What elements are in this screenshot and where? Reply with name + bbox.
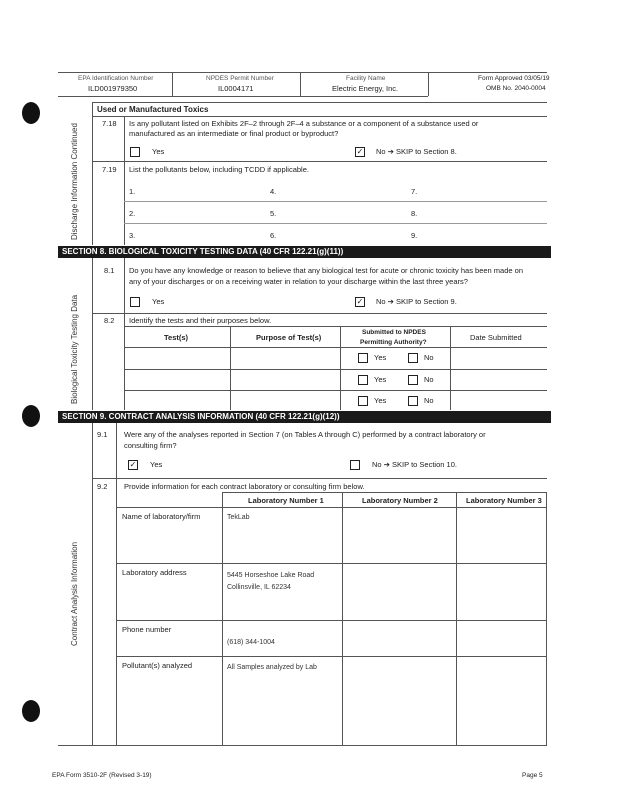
epa-id-label: EPA Identification Number xyxy=(78,75,154,82)
q82-number: 8.2 xyxy=(104,316,115,325)
q91-yes-label: Yes xyxy=(150,460,163,469)
npdes-label: NPDES Permit Number xyxy=(206,75,274,82)
submitted-no-checkbox-1[interactable] xyxy=(408,353,418,363)
q91-no-skip-label: No ➔ SKIP to Section 10. xyxy=(372,460,457,469)
side-label-bio: Biological Toxicity Testing Data xyxy=(70,294,79,404)
q718-no-checkbox[interactable]: ✓ xyxy=(356,147,364,156)
lab1-address-line1: 5445 Horseshoe Lake Road xyxy=(227,572,315,579)
submitted-yes-label-1: Yes xyxy=(374,353,387,362)
lab1-pollutants: All Samples analyzed by Lab xyxy=(227,664,317,671)
punch-hole xyxy=(22,405,40,427)
q81-no-checkbox[interactable]: ✓ xyxy=(356,297,364,306)
pollutant-slot-6: 6. xyxy=(270,231,277,240)
row-address-label: Laboratory address xyxy=(122,568,187,577)
q718-number: 7.18 xyxy=(102,119,117,128)
row-phone-label: Phone number xyxy=(122,625,172,634)
facility-value: Electric Energy, Inc. xyxy=(332,84,399,93)
pollutant-slot-7: 7. xyxy=(411,187,418,196)
q92-text: Provide information for each contract laboratory or consulting firm below. xyxy=(124,482,365,491)
submitted-yes-checkbox-3[interactable] xyxy=(358,396,368,406)
pollutant-slot-8: 8. xyxy=(411,209,418,218)
side-label-contract: Contract Analysis Information xyxy=(70,541,79,646)
col-purpose-header: Purpose of Test(s) xyxy=(256,333,322,342)
q718-text-line2: manufactured as an intermediate or final product or byproduct? xyxy=(129,129,339,138)
submitted-no-checkbox-2[interactable] xyxy=(408,375,418,385)
submitted-yes-label-3: Yes xyxy=(374,396,387,405)
omb-number: OMB No. 2040-0004 xyxy=(486,85,546,92)
pollutant-slot-1: 1. xyxy=(129,187,136,196)
pollutant-slot-3: 3. xyxy=(129,231,136,240)
q81-yes-label: Yes xyxy=(152,297,165,306)
q718-yes-label: Yes xyxy=(152,147,165,156)
row-name-label: Name of laboratory/firm xyxy=(122,512,201,521)
col-lab2-header: Laboratory Number 2 xyxy=(362,496,438,505)
q81-number: 8.1 xyxy=(104,266,115,275)
footer-page: Page 5 xyxy=(522,772,543,779)
submitted-no-label-2: No xyxy=(424,375,434,384)
q92-number: 9.2 xyxy=(97,482,108,491)
submitted-no-checkbox-3[interactable] xyxy=(408,396,418,406)
npdes-value: IL0004171 xyxy=(218,84,254,93)
pollutant-slot-5: 5. xyxy=(270,209,277,218)
col-submitted-header-2: Permitting Authority? xyxy=(360,339,427,346)
q81-yes-checkbox[interactable] xyxy=(130,297,140,307)
q91-number: 9.1 xyxy=(97,430,108,439)
q718-yes-checkbox[interactable] xyxy=(130,147,140,157)
section8-title: SECTION 8. BIOLOGICAL TOXICITY TESTING DATA (40 CFR 122.21(g)(11)) xyxy=(58,246,551,258)
col-submitted-header-1: Submitted to NPDES xyxy=(362,329,426,336)
punch-hole xyxy=(22,700,40,722)
side-label-discharge: Discharge Information Continued xyxy=(70,123,79,240)
epa-id-value: ILD001979350 xyxy=(88,84,138,93)
section9-title: SECTION 9. CONTRACT ANALYSIS INFORMATION (40 CFR 122.21(g)(12)) xyxy=(58,411,551,423)
q718-no-skip-label: No ➔ SKIP to Section 8. xyxy=(376,147,457,156)
q91-yes-checkbox[interactable]: ✓ xyxy=(129,460,137,469)
col-tests-header: Test(s) xyxy=(164,333,189,342)
punch-hole xyxy=(22,102,40,124)
footer-form: EPA Form 3510-2F (Revised 3-19) xyxy=(52,772,152,779)
submitted-yes-checkbox-2[interactable] xyxy=(358,375,368,385)
submitted-no-label-3: No xyxy=(424,396,434,405)
q91-no-checkbox[interactable] xyxy=(350,460,360,470)
facility-label: Facility Name xyxy=(346,75,386,82)
lab1-name: TekLab xyxy=(227,514,250,521)
q719-text: List the pollutants below, including TCDD if applicable. xyxy=(129,165,309,174)
lab1-address-line2: Collinsville, IL 62234 xyxy=(227,584,291,591)
q81-text-line1: Do you have any knowledge or reason to believe that any biological test for acute or chronic toxicity has been made on xyxy=(129,266,523,275)
q718-text-line1: Is any pollutant listed on Exhibits 2F–2 through 2F–4 a substance or a component of a substance used or xyxy=(129,119,479,128)
pollutant-slot-4: 4. xyxy=(270,187,277,196)
pollutant-slot-2: 2. xyxy=(129,209,136,218)
col-date-header: Date Submitted xyxy=(470,333,522,342)
col-lab3-header: Laboratory Number 3 xyxy=(466,496,542,505)
submitted-yes-label-2: Yes xyxy=(374,375,387,384)
q81-text-line2: any of your discharges or on a receiving water in relation to your discharge within the last three years? xyxy=(129,277,468,286)
subheading-used-manufactured: Used or Manufactured Toxics xyxy=(97,105,209,114)
form-approved: Form Approved 03/05/19 xyxy=(478,75,550,82)
col-lab1-header: Laboratory Number 1 xyxy=(248,496,324,505)
q719-number: 7.19 xyxy=(102,165,117,174)
row-pollutants-label: Pollutant(s) analyzed xyxy=(122,661,193,670)
pollutant-slot-9: 9. xyxy=(411,231,418,240)
submitted-no-label-1: No xyxy=(424,353,434,362)
q82-text: Identify the tests and their purposes below. xyxy=(129,316,272,325)
q81-no-skip-label: No ➔ SKIP to Section 9. xyxy=(376,297,457,306)
lab1-phone: (618) 344-1004 xyxy=(227,639,275,646)
q91-text-line1: Were any of the analyses reported in Section 7 (on Tables A through C) performed by a contract laboratory or xyxy=(124,430,486,439)
submitted-yes-checkbox-1[interactable] xyxy=(358,353,368,363)
q91-text-line2: consulting firm? xyxy=(124,441,177,450)
